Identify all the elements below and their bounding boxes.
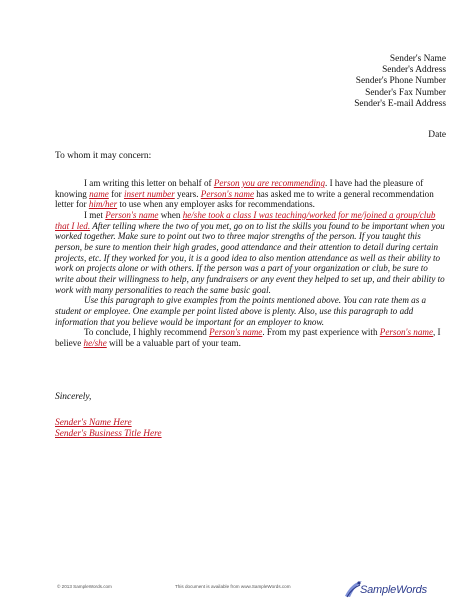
signature-name: Sender's Name Here (55, 418, 132, 428)
placeholder-field: Person's name (209, 327, 263, 338)
body-text: has asked me to write a general recommendation letter for (55, 188, 434, 210)
body-text: will be a valuable part of your team. (106, 337, 241, 348)
paragraph-examples (55, 295, 447, 327)
placeholder-field: insert number (123, 188, 175, 199)
samplewords-logo (342, 578, 432, 600)
placeholder-field: him/her (88, 199, 118, 210)
signature-block (55, 418, 162, 440)
page-footer (0, 578, 474, 602)
body-text: . From my past experience with (262, 327, 380, 338)
body-text: . I have had the pleasure of knowing (55, 178, 424, 199)
placeholder-field: he/she (83, 337, 107, 348)
placeholder-field: he/she took a class I was teaching/worked for me/joined a group/club that I led. (55, 209, 436, 231)
footer-source: This document is available from www.SampleWords.com (175, 584, 291, 589)
paragraph-conclusion (55, 327, 447, 348)
body-text: years. (174, 188, 201, 199)
sender-address: Sender's Address (382, 65, 446, 76)
letter-date: Date (428, 130, 446, 140)
paragraph-intro (55, 178, 447, 210)
placeholder-field: Person's name (105, 209, 159, 220)
body-text: for (108, 188, 124, 199)
closing: Sincerely, (55, 392, 92, 402)
body-text: to use when any employer asks for recommendations. (117, 199, 315, 210)
instruction-text: Use this paragraph to give examples from the points mentioned above. You can rate them as a student or employee. One example per point listed above is plenty. Also, use this paragraph to add information that you believe would be important for an employer to know. (55, 295, 427, 327)
placeholder-field: name (89, 188, 109, 199)
footer-copyright: © 2013 SampleWords.com (57, 584, 112, 589)
sender-name: Sender's Name (389, 54, 446, 64)
signature-title: Sender's Business Title Here (55, 429, 162, 440)
body-text: To conclude, I highly recommend (84, 327, 210, 338)
placeholder-field: Person you are recommending (213, 178, 326, 188)
body-text: I am writing this letter on behalf of (84, 178, 214, 188)
placeholder-field: Person's name (200, 188, 254, 199)
logo-text: SampleWords (360, 584, 427, 596)
paragraph-skills (55, 210, 447, 295)
sender-fax: Sender's Fax Number (365, 87, 446, 98)
sender-block (354, 54, 446, 110)
body-text: when (158, 209, 183, 220)
body-text: I met (84, 209, 106, 220)
sender-phone: Sender's Phone Number (355, 76, 446, 87)
body-text: , I believe (55, 327, 441, 348)
placeholder-field: Person's name (379, 327, 433, 338)
instruction-text: After telling where the two of you met, go on to list the skills you found to be important when you worked together. Make sure to point out two to three major strengths of the person. If you taught this person, be sure to mention their high grades, good attendance and their attention to detail during certain projects, etc. If they worked for you, it is a good idea to also mention attendance as well as their ability to work on projects alone or with others. If the person was a part of your organization or club, be sure to write about their willingness to help, any fundraisers or any event they helped to set up, and their ability to work with many personalities to reach the same basic goal. (55, 220, 445, 295)
salutation: To whom it may concern: (55, 151, 152, 161)
letter-body (55, 178, 447, 349)
sender-email: Sender's E-mail Address (354, 98, 446, 109)
